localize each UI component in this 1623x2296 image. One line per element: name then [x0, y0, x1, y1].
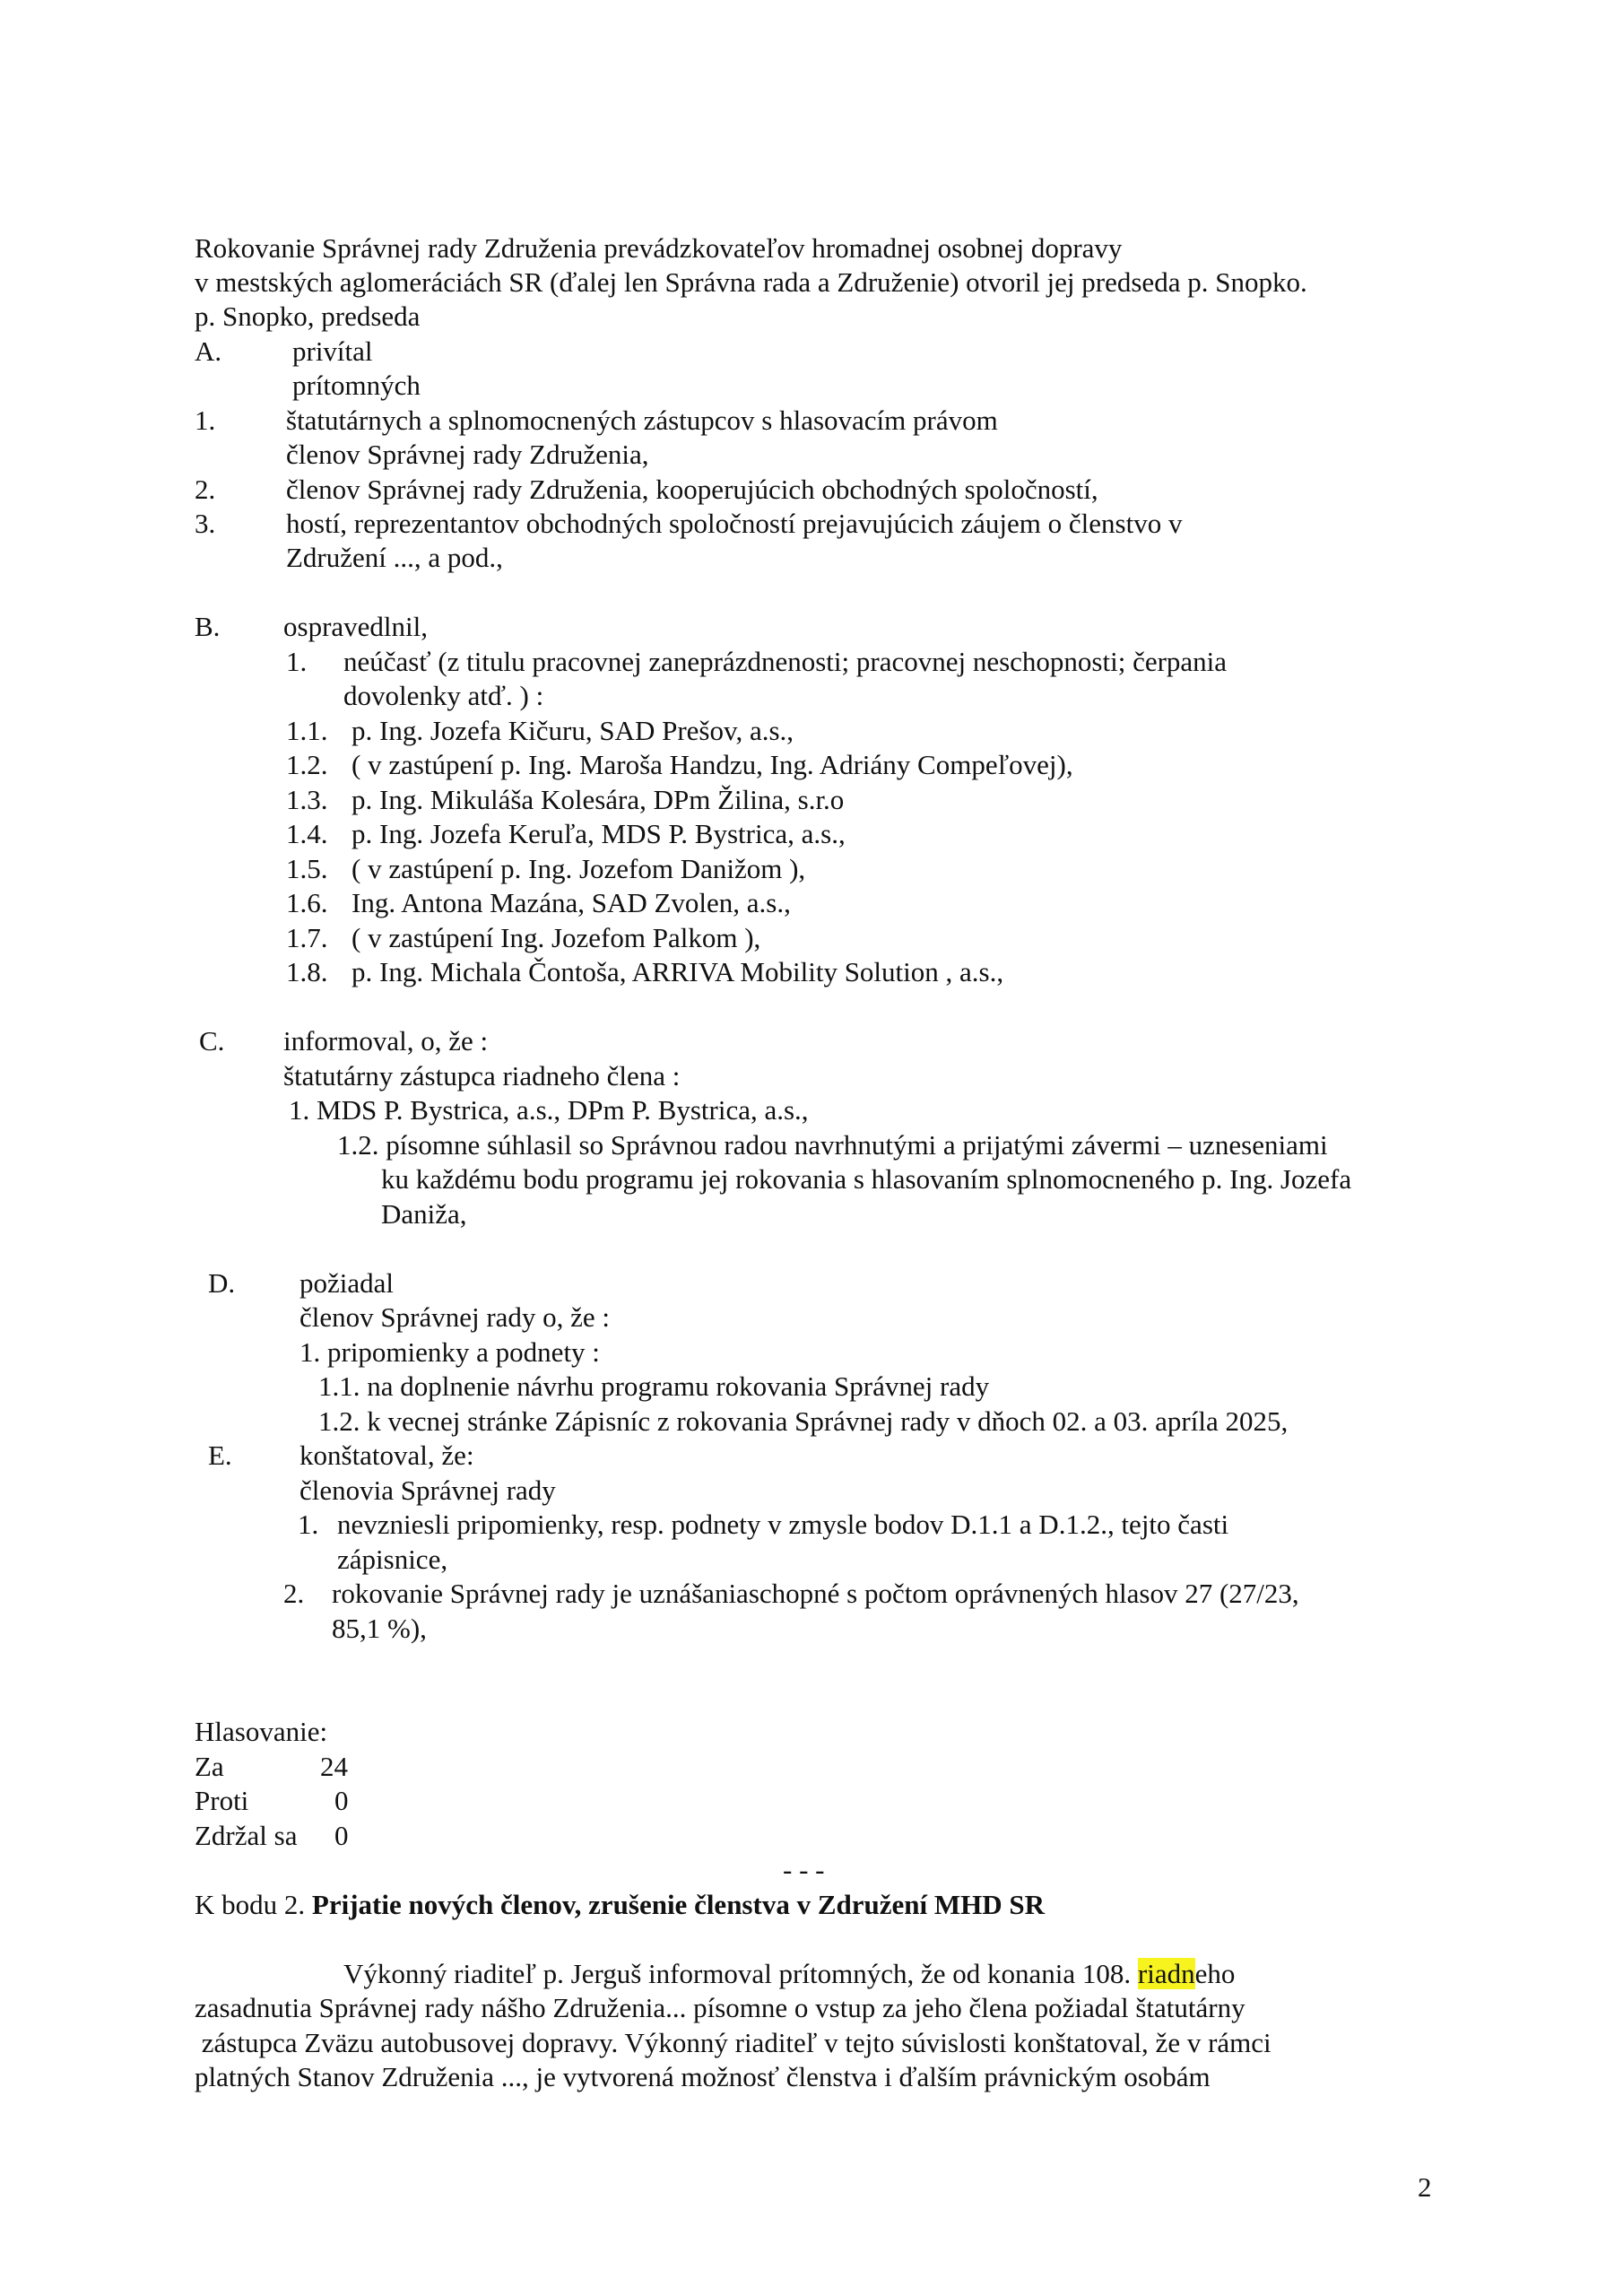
section-e-item-2-num: 2.	[283, 1578, 305, 1609]
section-b-sub-1-6-num: 1.6.	[286, 887, 328, 918]
section-a-marker: A.	[195, 335, 222, 367]
voting-label-zdrzal: Zdržal sa	[195, 1820, 298, 1851]
section-e-heading: konštatoval, že:	[299, 1439, 474, 1471]
section-e-marker: E.	[208, 1439, 232, 1471]
section-b-sub-1-6-text: Ing. Antona Mazána, SAD Zvolen, a.s.,	[352, 887, 791, 918]
point-2-para-line-4: platných Stanov Združenia ..., je vytvorená možnosť členstva i ďalším právnickým osobám	[195, 2061, 1211, 2092]
section-b-item-1-text: neúčasť (z titulu pracovnej zaneprázdnenosti; pracovnej neschopnosti; čerpania	[343, 646, 1228, 677]
section-b-sub-1-2-text: ( v zastúpení p. Ing. Maroša Handzu, Ing. Adriány Compeľovej),	[352, 749, 1073, 780]
section-a-item-1-text: štatutárnych a splnomocnených zástupcov s hlasovacím právom	[286, 404, 998, 436]
section-b-sub-1-5-num: 1.5.	[286, 853, 328, 884]
section-e-item-1-cont: zápisnice,	[337, 1544, 448, 1575]
section-d-sub: členov Správnej rady o, že :	[299, 1301, 611, 1333]
intro-line-3: p. Snopko, predseda	[195, 300, 421, 332]
section-c-item-1-2-line-3: Daniža,	[381, 1198, 467, 1230]
section-b-sub-1-8-text: p. Ing. Michala Čontoša, ARRIVA Mobility Solution , a.s.,	[352, 956, 1004, 987]
intro-line-2: v mestských aglomeráciách SR (ďalej len Správna rada a Združenie) otvoril jej predseda p. Snopko.	[195, 266, 1307, 298]
section-a-item-3-cont: Združení ..., a pod.,	[286, 542, 503, 573]
section-a-item-1-cont: členov Správnej rady Združenia,	[286, 439, 649, 470]
voting-value-za: 24	[320, 1751, 348, 1782]
voting-value-zdrzal: 0	[334, 1820, 349, 1851]
section-b-item-1-cont: dovolenky atď. ) :	[343, 680, 544, 711]
section-a-item-2-text: členov Správnej rady Združenia, kooperujúcich obchodných spoločností,	[286, 474, 1098, 505]
section-b-sub-1-8-num: 1.8.	[286, 956, 328, 987]
point-2-para-line-2: zasadnutia Správnej rady nášho Združenia... písomne o vstup za jeho člena požiadal štatutárny	[195, 1992, 1245, 2023]
section-d-marker: D.	[208, 1267, 236, 1299]
section-c-marker: C.	[199, 1025, 225, 1057]
section-b-sub-1-5-text: ( v zastúpení p. Ing. Jozefom Danižom ),	[352, 853, 806, 884]
section-b-heading: ospravedlnil,	[283, 611, 428, 642]
point-2-prefix: K bodu 2.	[195, 1889, 312, 1920]
section-c-item-1: 1. MDS P. Bystrica, a.s., DPm P. Bystrica, a.s.,	[289, 1094, 809, 1126]
section-c-sub: štatutárny zástupca riadneho člena :	[283, 1060, 681, 1091]
point-2-title: Prijatie nových členov, zrušenie členstva v Združení MHD SR	[311, 1889, 1046, 1920]
section-b-marker: B.	[195, 611, 221, 642]
section-d-heading: požiadal	[299, 1267, 395, 1299]
section-b-sub-1-1-num: 1.1.	[286, 715, 328, 746]
section-b-sub-1-3-text: p. Ing. Mikuláša Kolesára, DPm Žilina, s.r.o	[352, 784, 845, 815]
point-2-para-line-1-before: Výkonný riaditeľ p. Jerguš informoval prítomných, že od konania 108.	[343, 1958, 1138, 1989]
page-number: 2	[1418, 2171, 1432, 2203]
point-2-para-line-1-after: eho	[1194, 1958, 1236, 1989]
section-b-sub-1-2-num: 1.2.	[286, 749, 328, 780]
section-b-sub-1-4-num: 1.4.	[286, 818, 328, 849]
section-d-item-1-2: 1.2. k vecnej stránke Zápisníc z rokovania Správnej rady v dňoch 02. a 03. apríla 2025,	[318, 1405, 1289, 1437]
section-a-item-3-num: 3.	[195, 508, 216, 539]
voting-title: Hlasovanie:	[195, 1716, 328, 1747]
section-b-item-1-num: 1.	[286, 646, 308, 677]
point-2-heading	[195, 1888, 1045, 1922]
point-2-para-line-3: zástupca Zväzu autobusovej dopravy. Výkonný riaditeľ v tejto súvislosti konštatoval, že v rámci	[195, 2027, 1271, 2058]
section-c-heading: informoval, o, že :	[283, 1025, 489, 1057]
section-a-item-3-text: hostí, reprezentantov obchodných spoločností prejavujúcich záujem o členstvo v	[286, 508, 1183, 539]
point-2-para-line-1	[343, 1957, 1235, 1991]
section-e-sub: členovia Správnej rady	[299, 1474, 556, 1506]
section-b-sub-1-7-num: 1.7.	[286, 922, 328, 953]
section-b-sub-1-3-num: 1.3.	[286, 784, 328, 815]
highlighted-text: riadn	[1137, 1958, 1195, 1989]
section-c-item-1-2-line-2: ku každému bodu programu jej rokovania s hlasovaním splnomocneného p. Ing. Jozefa	[381, 1163, 1352, 1195]
section-a-sub: prítomných	[292, 370, 421, 401]
section-e-item-1-num: 1.	[298, 1509, 319, 1540]
section-b-sub-1-7-text: ( v zastúpení Ing. Jozefom Palkom ),	[352, 922, 761, 953]
section-d-item-1-1: 1.1. na doplnenie návrhu programu rokovania Správnej rady	[318, 1370, 990, 1402]
voting-value-proti: 0	[334, 1785, 349, 1816]
voting-label-proti: Proti	[195, 1785, 249, 1816]
intro-line-1: Rokovanie Správnej rady Združenia prevádzkovateľov hromadnej osobnej dopravy	[195, 232, 1123, 264]
section-d-item-1: 1. pripomienky a podnety :	[299, 1336, 600, 1368]
section-a-item-1-num: 1.	[195, 404, 216, 436]
section-a-heading: privítal	[292, 335, 373, 367]
section-a-item-2-num: 2.	[195, 474, 216, 505]
section-c-item-1-2-line-1: 1.2. písomne súhlasil so Správnou radou navrhnutými a prijatými závermi – uzneseniami	[337, 1129, 1328, 1161]
section-b-sub-1-4-text: p. Ing. Jozefa Keruľa, MDS P. Bystrica, a.s.,	[352, 818, 846, 849]
section-e-item-2-text: rokovanie Správnej rady je uznášaniaschopné s počtom oprávnených hlasov 27 (27/23,	[332, 1578, 1299, 1609]
voting-label-za: Za	[195, 1751, 224, 1782]
section-b-sub-1-1-text: p. Ing. Jozefa Kičuru, SAD Prešov, a.s.,	[352, 715, 794, 746]
section-e-item-2-cont: 85,1 %),	[332, 1613, 427, 1644]
separator: - - -	[783, 1854, 825, 1885]
section-e-item-1-text: nevzniesli pripomienky, resp. podnety v zmysle bodov D.1.1 a D.1.2., tejto časti	[337, 1509, 1229, 1540]
